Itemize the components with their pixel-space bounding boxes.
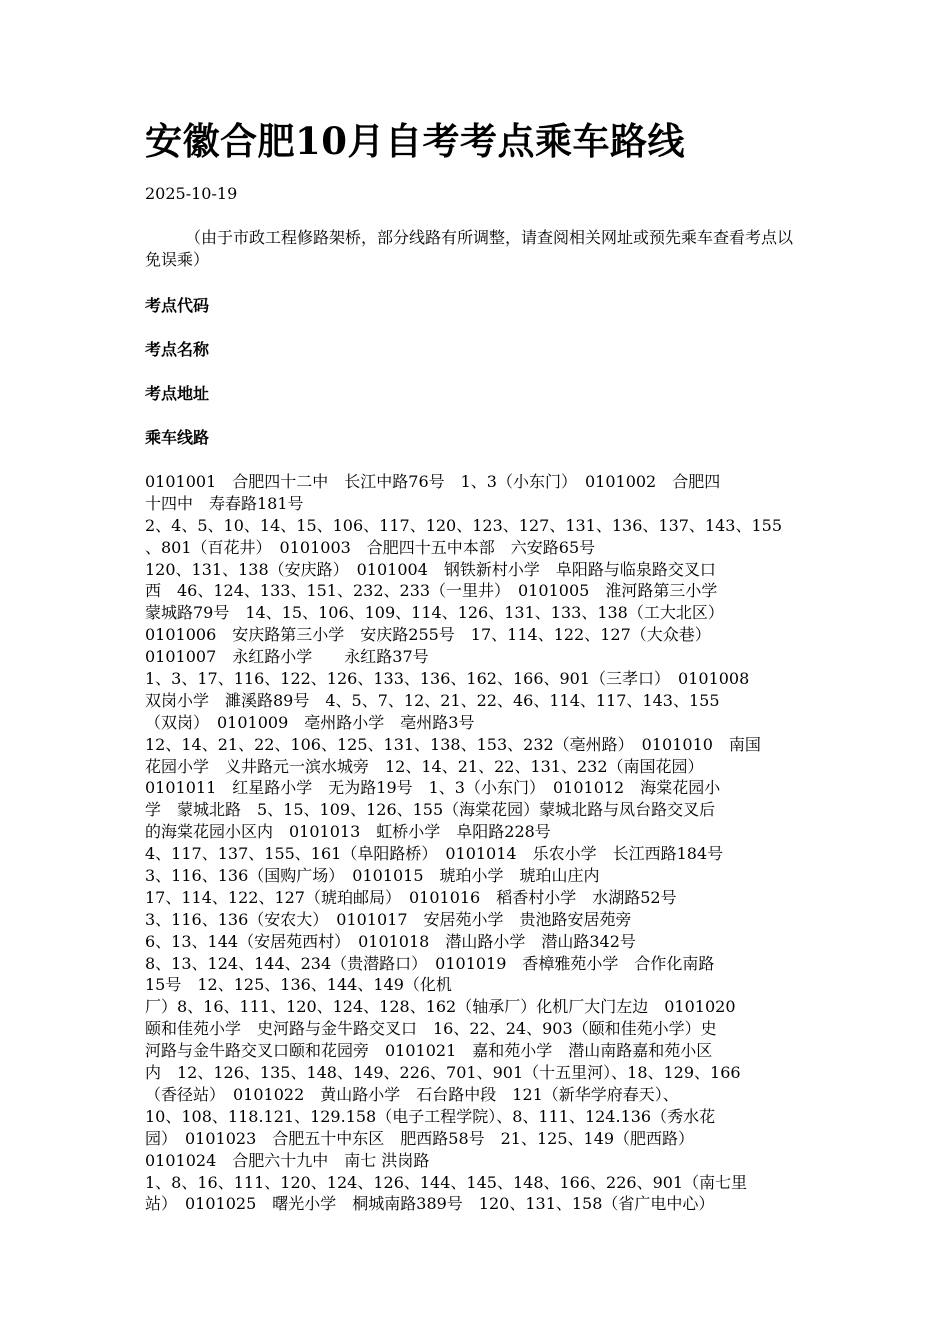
- route-line: 8、13、124、144、234（贵潜路口） 0101019 香樟雅苑小学 合作化南路: [145, 953, 715, 973]
- route-line: 15号 12、125、136、144、149（化机: [145, 975, 452, 995]
- heading-exam-code: 考点代码: [145, 296, 210, 315]
- page-title: 安徽合肥10月自考考点乘车路线: [145, 119, 685, 163]
- route-line: 0101001 合肥四十二中 长江中路76号 1、3（小东门） 0101002 合肥四: [145, 472, 721, 491]
- heading-bus-routes: 乘车线路: [145, 428, 210, 447]
- publish-date: 2025-10-19: [145, 184, 238, 203]
- route-line: 4、117、137、155、161（阜阳路桥） 0101014 乐农小学 长江西路184号: [145, 844, 724, 864]
- route-listing: [145, 471, 805, 1215]
- route-line: 厂）8、16、111、120、124、128、162（轴承厂）化机厂大门左边 0101020: [145, 997, 736, 1017]
- heading-exam-address: 考点地址: [145, 384, 210, 403]
- route-line: 120、131、138（安庆路） 0101004 钢铁新村小学 阜阳路与临泉路交叉口: [145, 559, 716, 579]
- route-line: 花园小学 义井路元一滨水城旁 12、14、21、22、131、232（南国花园）: [145, 756, 704, 776]
- route-line: 蒙城路79号 14、15、106、109、114、126、131、133、138（工大北区）: [145, 603, 724, 623]
- route-line: 的海棠花园小区内 0101013 虹桥小学 阜阳路228号: [145, 822, 551, 842]
- route-line: 站） 0101025 曙光小学 桐城南路389号 120、131、158（省广电中心）: [145, 1194, 715, 1214]
- route-line: 0101006 安庆路第三小学 安庆路255号 17、114、122、127（大众巷）: [145, 625, 711, 645]
- route-line: 内 12、126、135、148、149、226、701、901（十五里河）、18、129、166: [145, 1063, 741, 1083]
- route-line: 3、116、136（安农大） 0101017 安居苑小学 贵池路安居苑旁: [145, 909, 632, 929]
- route-line: 0101007 永红路小学 永红路37号: [145, 647, 429, 667]
- route-line: 十四中 寿春路181号: [145, 493, 304, 513]
- route-line: 10、108、118.121、129.158（电子工程学院）、8、111、124.136（秀水花: [145, 1106, 716, 1126]
- route-line: 2、4、5、10、14、15、106、117、120、123、127、131、136、137、143、155: [145, 515, 783, 535]
- route-line: 0101024 合肥六十九中 南七 洪岗路: [145, 1150, 430, 1170]
- route-line: 西 46、124、133、151、232、233（一里井） 0101005 淮河路第三小学: [145, 581, 718, 601]
- route-line: 河路与金牛路交叉口颐和花园旁 0101021 嘉和苑小学 潜山南路嘉和苑小区: [145, 1041, 713, 1061]
- route-line: （香径站） 0101022 黄山路小学 石台路中段 121（新华学府春天）、: [145, 1084, 679, 1104]
- route-line: 双岗小学 濉溪路89号 4、5、7、12、21、22、46、114、117、143、155: [145, 690, 720, 710]
- route-line: （双岗） 0101009 亳州路小学 亳州路3号: [145, 712, 475, 732]
- route-line: 1、3、17、116、122、126、133、136、162、166、901（三孝口） 0101008: [145, 669, 750, 689]
- route-line: 园） 0101023 合肥五十中东区 肥西路58号 21、125、149（肥西路）: [145, 1128, 695, 1148]
- heading-exam-name: 考点名称: [145, 340, 210, 359]
- route-line: 、801（百花井） 0101003 合肥四十五中本部 六安路65号: [145, 537, 596, 557]
- route-line: 12、14、21、22、106、125、131、138、153、232（亳州路） 0101010 南国: [145, 734, 761, 754]
- route-line: 3、116、136（国购广场） 0101015 琥珀小学 琥珀山庄内: [145, 866, 600, 886]
- notice-paragraph: （由于市政工程修路架桥，部分线路有所调整，请查阅相关网址或预先乘车查看考点以免误乘）: [145, 228, 794, 269]
- route-line: 6、13、144（安居苑西村） 0101018 潜山路小学 潜山路342号: [145, 931, 636, 951]
- route-line: 0101011 红星路小学 无为路19号 1、3（小东门） 0101012 海棠花园小: [145, 778, 721, 798]
- route-line: 17、114、122、127（琥珀邮局） 0101016 稻香村小学 水湖路52号: [145, 887, 677, 907]
- route-line: 1、8、16、111、120、124、126、144、145、148、166、226、901（南七里: [145, 1172, 748, 1192]
- route-line: 学 蒙城北路 5、15、109、126、155（海棠花园）蒙城北路与凤台路交叉后: [145, 800, 716, 820]
- route-line: 颐和佳苑小学 史河路与金牛路交叉口 16、22、24、903（颐和佳苑小学）史: [145, 1019, 717, 1039]
